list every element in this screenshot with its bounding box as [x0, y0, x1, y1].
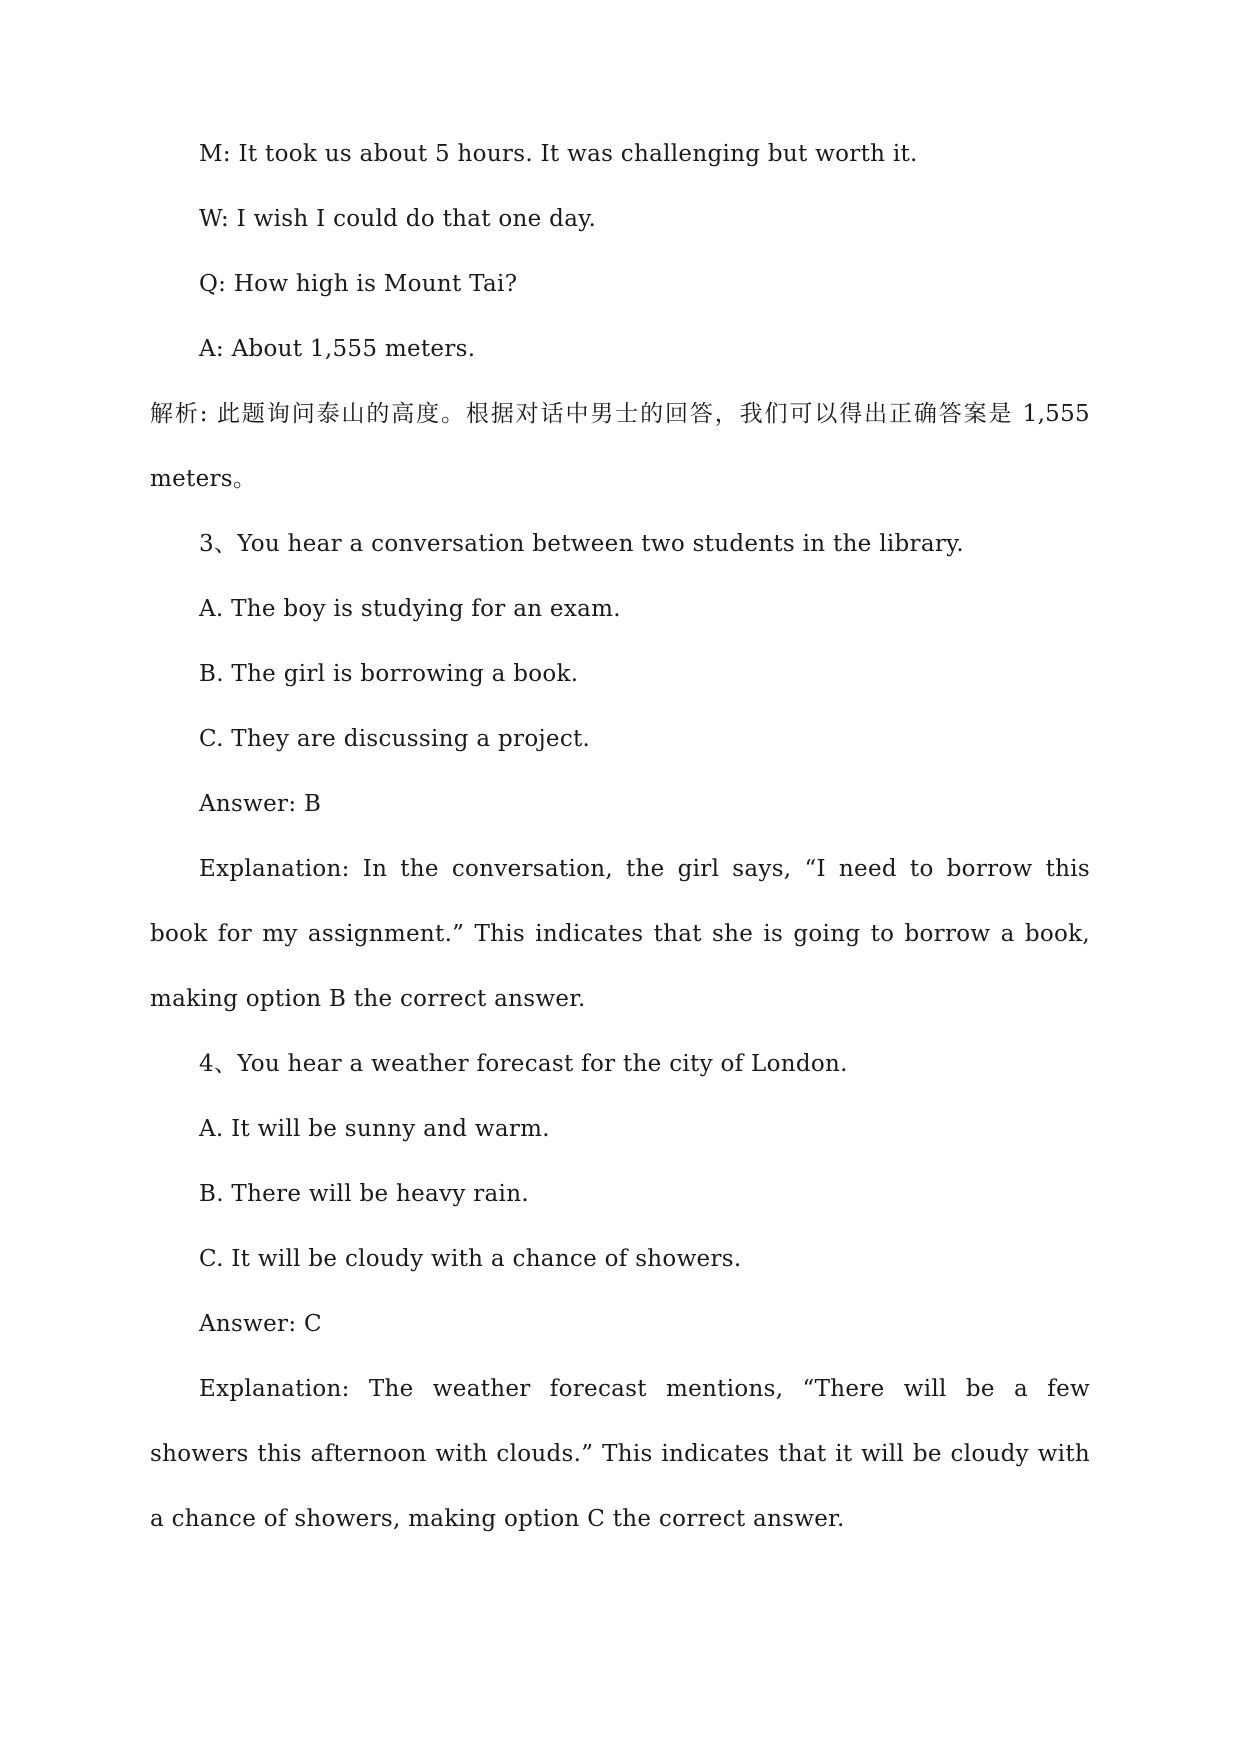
q4-option-c: C. It will be cloudy with a chance of showers.: [199, 1246, 742, 1272]
document-page: [150, 140, 1090, 1570]
q3-prompt: 3、You hear a conversation between two students in the library.: [199, 531, 964, 557]
q3-option-a: A. The boy is studying for an exam.: [199, 596, 621, 622]
dialogue-analysis: 解析: 此题询问泰山的高度。根据对话中男士的回答，我们可以得出正确答案是 1,555 meters。: [150, 401, 1090, 492]
dialogue-m-line: M: It took us about 5 hours. It was challenging but worth it.: [199, 141, 918, 167]
q3-option-b: B. The girl is borrowing a book.: [199, 661, 579, 687]
q3-option-c: C. They are discussing a project.: [199, 726, 591, 752]
q4-explanation: Explanation: The weather forecast mentions, “There will be a few showers this afternoon with clouds.” This indicates that it will be cloudy with a chance of showers, making option C the correct answer.: [150, 1376, 1090, 1532]
q4-prompt: 4、You hear a weather forecast for the city of London.: [199, 1051, 848, 1077]
q4-answer: Answer: C: [199, 1311, 322, 1337]
q4-option-b: B. There will be heavy rain.: [199, 1181, 529, 1207]
dialogue-question: Q: How high is Mount Tai?: [199, 271, 518, 297]
q3-answer: Answer: B: [199, 791, 322, 817]
q4-option-a: A. It will be sunny and warm.: [199, 1116, 550, 1142]
dialogue-answer: A: About 1,555 meters.: [199, 336, 476, 362]
q3-explanation: Explanation: In the conversation, the girl says, “I need to borrow this book for my assignment.” This indicates that she is going to borrow a book, making option B the correct answer.: [150, 856, 1090, 1012]
dialogue-w-line: W: I wish I could do that one day.: [199, 206, 597, 232]
